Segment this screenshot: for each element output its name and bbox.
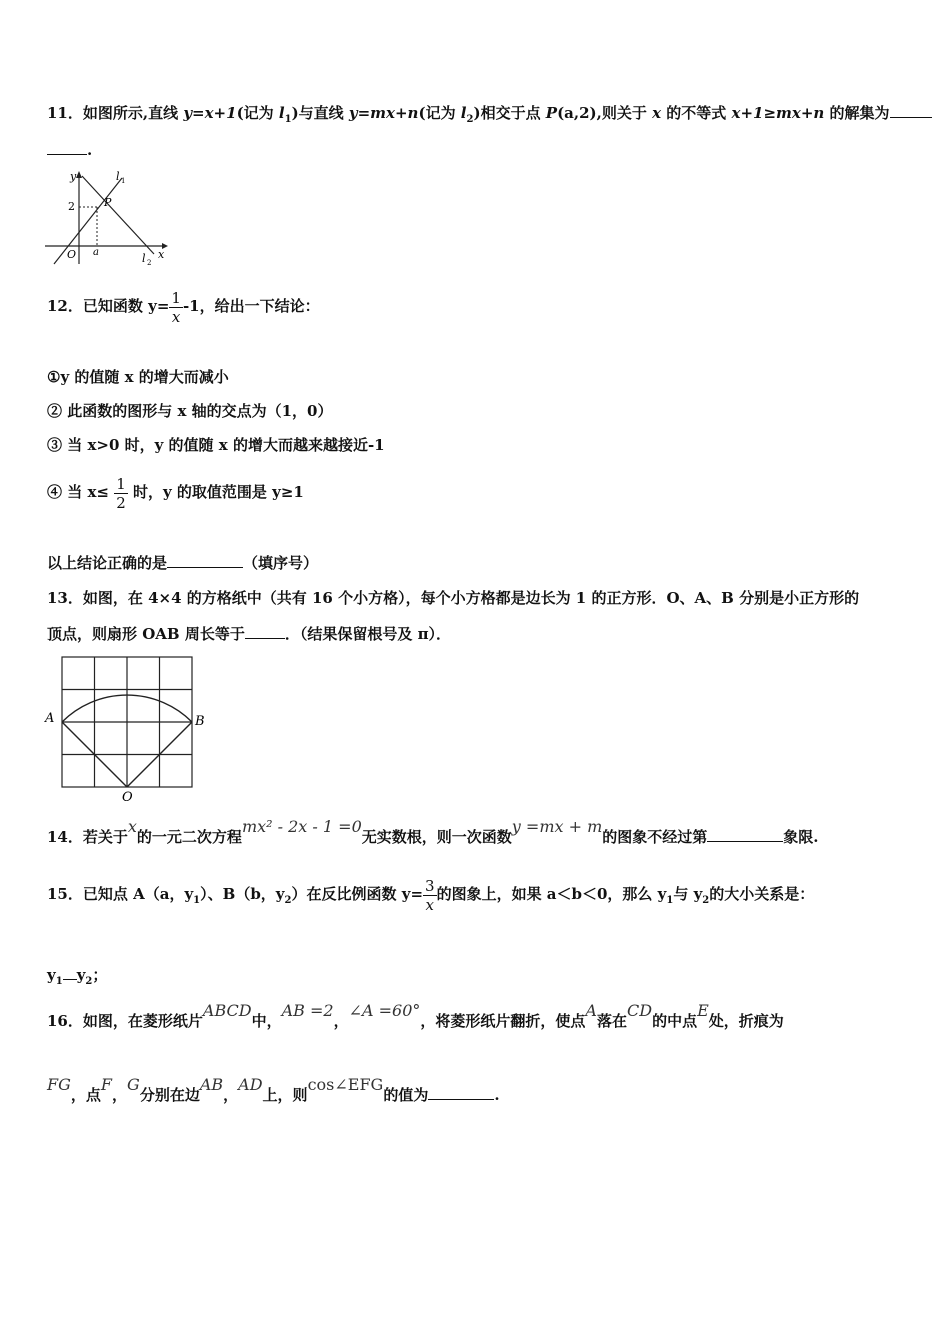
q11-point-p: P bbox=[545, 104, 558, 122]
q13-text: ．（结果保留根号及 π）． bbox=[284, 625, 452, 643]
q15-line bbox=[47, 876, 814, 919]
q11-line-eq1: y=x+1 bbox=[183, 104, 237, 122]
q12-fraction bbox=[169, 289, 183, 326]
fig11-a-label: a bbox=[93, 247, 99, 258]
q15-text: 的大小关系是： bbox=[709, 885, 815, 903]
q15-fraction bbox=[423, 877, 437, 914]
q13-line1 bbox=[47, 588, 859, 608]
label-o: O bbox=[122, 790, 133, 804]
q12-conclusion-prompt bbox=[47, 553, 318, 573]
q11-l1: l bbox=[278, 104, 285, 122]
q15-text: 的图象上，如果 a＜b＜0，那么 y bbox=[436, 885, 667, 903]
q16-ab-eq: AB =2 bbox=[281, 1001, 334, 1020]
q12-prompt-end: （填序号） bbox=[243, 554, 319, 572]
q16-side-ad: AD bbox=[238, 1075, 263, 1094]
q14-equation: mx² - 2x - 1 =0 bbox=[241, 817, 362, 836]
q11-text: (记为 bbox=[236, 104, 279, 122]
q16-line1 bbox=[47, 1001, 784, 1036]
q14-text: 的一元二次方程 bbox=[136, 828, 242, 846]
q12-conclusion-3 bbox=[47, 435, 385, 455]
q11-text: )与直线 bbox=[291, 104, 349, 122]
q16-text: 的值为 bbox=[383, 1086, 429, 1104]
q11-text: (记为 bbox=[418, 104, 461, 122]
q14-line bbox=[47, 817, 819, 852]
q15-frac-den: x bbox=[425, 895, 435, 914]
q14-var-x: x bbox=[127, 817, 137, 836]
q12-c4-fraction bbox=[114, 475, 128, 512]
q13-answer-blank[interactable] bbox=[245, 624, 285, 639]
q13-text: 顶点，则扇形 OAB 周长等于 bbox=[47, 625, 245, 643]
q12-c1-text: ①y 的值随 x 的增大而减小 bbox=[47, 368, 229, 386]
q11-text: ,则关于 bbox=[596, 104, 653, 122]
fig11-l1-label: l bbox=[116, 170, 120, 183]
q11-figure bbox=[42, 168, 172, 268]
q15-sub: 2 bbox=[702, 895, 710, 906]
q16-text: 上，则 bbox=[262, 1086, 308, 1104]
q11-number: 11． bbox=[47, 104, 83, 122]
q16-text: ，将菱形纸片翻折，使点 bbox=[420, 1012, 586, 1030]
q16-cos: cos∠EFG bbox=[307, 1075, 384, 1094]
q12-conclusion-4 bbox=[47, 474, 304, 512]
q12-conclusion-2 bbox=[47, 401, 333, 421]
q15-text: 与 y bbox=[673, 885, 703, 903]
q16-point-g: G bbox=[127, 1075, 140, 1094]
q16-line2 bbox=[47, 1075, 500, 1110]
q11-l2: l bbox=[460, 104, 467, 122]
q11-text: 的解集为 bbox=[824, 104, 890, 122]
q12-answer-blank[interactable] bbox=[167, 553, 243, 568]
q16-cd: CD bbox=[627, 1001, 653, 1020]
q15-sub: 2 bbox=[284, 895, 292, 906]
q16-point-f: F bbox=[100, 1075, 113, 1094]
q14-answer-blank[interactable] bbox=[707, 827, 783, 842]
q12-frac-num: 1 bbox=[171, 288, 181, 307]
q12-conclusion-1 bbox=[47, 367, 229, 387]
fig11-l2-label: l bbox=[142, 252, 146, 265]
q12-prompt-text: 以上结论正确的是 bbox=[47, 554, 168, 572]
q15-text: ）、B（b，y bbox=[200, 885, 285, 903]
q15-text: 已知点 A（a，y bbox=[82, 885, 194, 903]
fig11-p-label: P bbox=[104, 196, 112, 209]
q16-text: 如图，在菱形纸片 bbox=[82, 1012, 203, 1030]
q12-c4-text: ④ 当 x≤ bbox=[47, 483, 115, 501]
fig11-origin-label: O bbox=[67, 248, 77, 261]
q16-text: ， bbox=[333, 1012, 349, 1030]
y-axis-arrow bbox=[76, 171, 82, 178]
q15-answer-blank[interactable] bbox=[63, 965, 77, 980]
fig11-y-label: y bbox=[70, 170, 77, 183]
line-l1 bbox=[54, 178, 122, 264]
q15-sub: 1 bbox=[666, 895, 674, 906]
label-a: A bbox=[45, 711, 55, 726]
q16-text: 处，折痕为 bbox=[708, 1012, 784, 1030]
q12-c4-text: 时，y 的取值范围是 y≥1 bbox=[127, 483, 304, 501]
q16-number: 16． bbox=[47, 1012, 83, 1030]
q12-number: 12． bbox=[47, 297, 83, 315]
q12-c3-text: ③ 当 x>0 时，y 的值随 x 的增大而越来越接近-1 bbox=[47, 436, 385, 454]
q13-figure bbox=[42, 652, 212, 804]
q11-l2-sub: 2 bbox=[466, 114, 474, 125]
q15-answer-y1: y bbox=[47, 966, 56, 984]
q16-text: ， bbox=[112, 1086, 128, 1104]
q12-c4-den: 2 bbox=[116, 493, 126, 512]
q15-answer-end: ； bbox=[92, 966, 108, 984]
label-b: B bbox=[195, 714, 205, 729]
q11-text: 的不等式 bbox=[661, 104, 732, 122]
fig11-x-label: x bbox=[158, 248, 165, 261]
q16-text: 的中点 bbox=[652, 1012, 698, 1030]
q16-text: 落在 bbox=[596, 1012, 627, 1030]
q16-angle: ∠A =60° bbox=[348, 1001, 421, 1020]
q11-l1-sub: 1 bbox=[284, 114, 292, 125]
q15-sub: 1 bbox=[193, 895, 201, 906]
q12-c4-num: 1 bbox=[116, 474, 126, 493]
q12-c2-text: ② 此函数的图形与 x 轴的交点为（1，0） bbox=[47, 402, 333, 420]
q11-point-coords: (a,2) bbox=[557, 104, 597, 122]
fig11-two-label: 2 bbox=[68, 200, 75, 213]
q11-text: )相交于点 bbox=[473, 104, 546, 122]
fig11-l1-sub: 1 bbox=[121, 177, 126, 185]
q16-answer-blank[interactable] bbox=[428, 1085, 494, 1100]
q12-frac-den: x bbox=[171, 307, 181, 326]
q16-end: . bbox=[494, 1086, 500, 1104]
q11-answer-blank-cont[interactable] bbox=[47, 140, 87, 155]
q14-text: 若关于 bbox=[82, 828, 128, 846]
q12-text: -1，给出一下结论： bbox=[182, 297, 320, 315]
q14-text: 的图象不经过第 bbox=[602, 828, 708, 846]
q11-var-x: x bbox=[652, 104, 662, 122]
q11-text: 如图所示,直线 bbox=[82, 104, 184, 122]
q16-text: ， bbox=[223, 1086, 239, 1104]
q11-inequality: x+1≥mx+n bbox=[731, 104, 825, 122]
q14-function: y =mx + m bbox=[511, 817, 603, 836]
q11-line-eq2: y=mx+n bbox=[348, 104, 419, 122]
q11-line2 bbox=[47, 140, 92, 160]
q16-point-e: E bbox=[697, 1001, 709, 1020]
q15-answer-sub: 1 bbox=[55, 976, 63, 987]
q15-answer-line bbox=[47, 965, 107, 992]
q16-text: 分别在边 bbox=[139, 1086, 200, 1104]
q11-line1 bbox=[47, 103, 932, 130]
q16-fg: FG bbox=[47, 1075, 71, 1094]
q11-answer-blank[interactable] bbox=[890, 103, 932, 118]
q16-abcd: ABCD bbox=[202, 1001, 252, 1020]
q15-answer-y2: y bbox=[76, 966, 86, 984]
q14-number: 14． bbox=[47, 828, 83, 846]
q16-side-ab: AB bbox=[199, 1075, 224, 1094]
q15-answer-sub: 2 bbox=[85, 976, 93, 987]
q16-text: ，点 bbox=[70, 1086, 101, 1104]
grid bbox=[62, 657, 192, 787]
q14-text: 象限. bbox=[783, 828, 819, 846]
q13-line2 bbox=[47, 624, 451, 644]
q15-text: ）在反比例函数 y= bbox=[291, 885, 424, 903]
q16-text: 中， bbox=[251, 1012, 282, 1030]
q11-end: . bbox=[87, 141, 93, 159]
q16-point-a: A bbox=[585, 1001, 597, 1020]
q15-number: 15． bbox=[47, 885, 83, 903]
fig11-l2-sub: 2 bbox=[147, 259, 152, 267]
q14-text: 无实数根，则一次函数 bbox=[361, 828, 512, 846]
q13-text: 13．如图，在 4×4 的方格纸中（共有 16 个小方格），每个小方格都是边长为 1 的正方形．O、A、B 分别是小正方形的 bbox=[47, 589, 860, 607]
q12-line bbox=[47, 288, 320, 326]
q15-frac-num: 3 bbox=[425, 876, 435, 895]
q12-text: 已知函数 y= bbox=[82, 297, 170, 315]
